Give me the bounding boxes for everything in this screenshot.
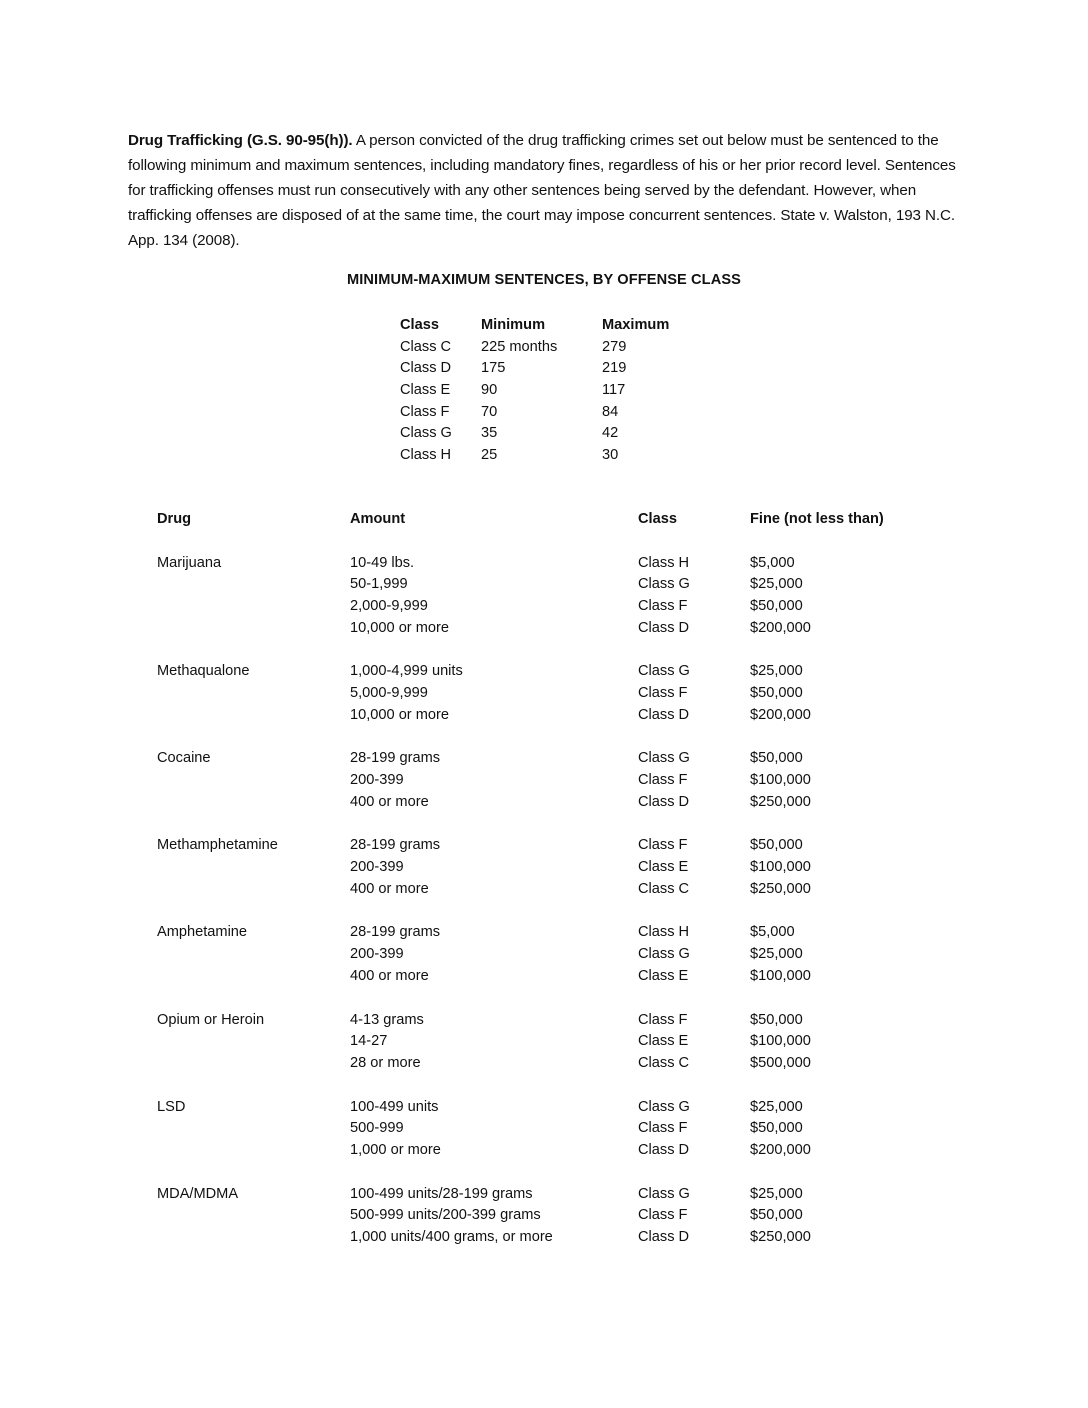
class-cell: Class G bbox=[638, 946, 690, 963]
drug-row bbox=[157, 791, 910, 813]
drug-row bbox=[157, 1183, 910, 1205]
fine-cell: $25,000 bbox=[750, 1098, 803, 1115]
amount-cell: 400 or more bbox=[350, 967, 429, 984]
amount-cell: 2,000-9,999 bbox=[350, 597, 428, 614]
minimum-cell: 175 bbox=[481, 360, 506, 377]
drug-name-cell bbox=[157, 1205, 350, 1227]
spacer-row bbox=[157, 726, 910, 748]
drug-name-cell bbox=[157, 682, 350, 704]
minimum-cell: 25 bbox=[481, 446, 498, 463]
drug-row bbox=[157, 595, 910, 617]
offense-class-row bbox=[400, 357, 702, 379]
class-cell: Class G bbox=[638, 1098, 690, 1115]
class-cell: Class D bbox=[638, 1141, 690, 1158]
drug-name-cell: Cocaine bbox=[157, 750, 211, 767]
amount-cell: 28-199 grams bbox=[350, 837, 441, 854]
drug-row bbox=[157, 748, 910, 770]
amount-cell: 200-399 bbox=[350, 859, 404, 876]
drug-row bbox=[157, 878, 910, 900]
drug-row bbox=[157, 682, 910, 704]
amount-cell: 100-499 units bbox=[350, 1098, 439, 1115]
fine-cell: $25,000 bbox=[750, 1185, 803, 1202]
class-cell: Class H bbox=[638, 554, 690, 571]
spacer-row bbox=[157, 813, 910, 835]
header-amount: Amount bbox=[350, 510, 406, 527]
spacer-row bbox=[157, 987, 910, 1009]
class-cell: Class F bbox=[638, 772, 688, 789]
fine-cell: $50,000 bbox=[750, 1120, 803, 1137]
maximum-cell: 219 bbox=[602, 360, 627, 377]
drug-row bbox=[157, 769, 910, 791]
amount-cell: 10,000 or more bbox=[350, 619, 449, 636]
amount-cell: 28-199 grams bbox=[350, 924, 441, 941]
header-minimum: Minimum bbox=[481, 316, 546, 333]
drug-row bbox=[157, 943, 910, 965]
offense-class-row bbox=[400, 336, 702, 358]
intro-paragraph bbox=[128, 128, 968, 253]
amount-cell: 200-399 bbox=[350, 772, 404, 789]
drug-row bbox=[157, 617, 910, 639]
spacer-row bbox=[157, 530, 910, 552]
minimum-cell: 90 bbox=[481, 381, 498, 398]
drug-row bbox=[157, 552, 910, 574]
drug-name-cell bbox=[157, 573, 350, 595]
minimum-cell: 70 bbox=[481, 403, 498, 420]
class-cell: Class F bbox=[638, 597, 688, 614]
class-cell: Class G bbox=[638, 663, 690, 680]
fine-cell: $200,000 bbox=[750, 706, 811, 723]
drug-name-cell: Marijuana bbox=[157, 554, 222, 571]
fine-cell: $250,000 bbox=[750, 880, 811, 897]
fine-cell: $100,000 bbox=[750, 859, 811, 876]
minimum-cell: 35 bbox=[481, 425, 498, 442]
amount-cell: 10-49 lbs. bbox=[350, 554, 415, 571]
class-cell: Class G bbox=[638, 750, 690, 767]
drug-name-cell bbox=[157, 704, 350, 726]
drug-row bbox=[157, 573, 910, 595]
drug-name-cell bbox=[157, 878, 350, 900]
header-drug: Drug bbox=[157, 510, 192, 527]
class-cell: Class E bbox=[400, 381, 451, 398]
maximum-cell: 42 bbox=[602, 425, 619, 442]
drug-row bbox=[157, 856, 910, 878]
maximum-cell: 84 bbox=[602, 403, 619, 420]
fine-cell: $50,000 bbox=[750, 597, 803, 614]
class-cell: Class G bbox=[638, 576, 690, 593]
class-cell: Class E bbox=[638, 967, 689, 984]
fine-cell: $100,000 bbox=[750, 772, 811, 789]
amount-cell: 200-399 bbox=[350, 946, 404, 963]
fine-cell: $50,000 bbox=[750, 684, 803, 701]
drug-name-cell: Amphetamine bbox=[157, 924, 248, 941]
amount-cell: 28-199 grams bbox=[350, 750, 441, 767]
spacer-row bbox=[157, 1161, 910, 1183]
drug-name-cell: MDA/MDMA bbox=[157, 1185, 239, 1202]
class-cell: Class C bbox=[638, 880, 690, 897]
maximum-cell: 117 bbox=[602, 381, 626, 398]
drug-row bbox=[157, 660, 910, 682]
amount-cell: 28 or more bbox=[350, 1054, 421, 1071]
drug-name-cell bbox=[157, 1139, 350, 1161]
drug-name-cell bbox=[157, 1052, 350, 1074]
intro-lead: Drug Trafficking (G.S. 90-95(h)). bbox=[128, 132, 353, 149]
fine-cell: $100,000 bbox=[750, 967, 811, 984]
drug-name-cell: LSD bbox=[157, 1098, 186, 1115]
drug-row bbox=[157, 704, 910, 726]
maximum-cell: 30 bbox=[602, 446, 619, 463]
drug-name-cell: Opium or Heroin bbox=[157, 1011, 265, 1028]
class-cell: Class F bbox=[400, 403, 450, 420]
spacer-row bbox=[157, 1074, 910, 1096]
drug-name-cell bbox=[157, 769, 350, 791]
drug-name-cell: Methamphetamine bbox=[157, 837, 278, 854]
drug-trafficking-table bbox=[157, 508, 910, 1248]
drug-header-row bbox=[157, 508, 910, 530]
drug-row bbox=[157, 922, 910, 944]
class-cell: Class G bbox=[400, 425, 452, 442]
class-cell: Class D bbox=[638, 793, 690, 810]
class-cell: Class D bbox=[638, 1229, 690, 1246]
drug-name-cell bbox=[157, 965, 350, 987]
intro-body: A person convicted of the drug trafficking crimes set out below must be sentenced to the following minimum and maximum sentences, including mandatory fines, regardless of his or her prior record level. Sentences for trafficking offenses must run consecutively with any other sentences being served by the defendant. However, when trafficking offenses are disposed of at the same time, the court may impose concurrent sentences. State v. Walston, 193 N.C. App. 134 (2008). bbox=[128, 132, 956, 249]
class-cell: Class F bbox=[638, 1207, 688, 1224]
fine-cell: $25,000 bbox=[750, 946, 803, 963]
header-fine: Fine (not less than) bbox=[750, 510, 884, 527]
amount-cell: 1,000-4,999 units bbox=[350, 663, 463, 680]
header-maximum: Maximum bbox=[602, 316, 670, 333]
fine-cell: $200,000 bbox=[750, 1141, 811, 1158]
fine-cell: $50,000 bbox=[750, 750, 803, 767]
class-cell: Class D bbox=[638, 619, 690, 636]
class-cell: Class G bbox=[638, 1185, 690, 1202]
drug-row bbox=[157, 1205, 910, 1227]
class-cell: Class D bbox=[400, 360, 452, 377]
fine-cell: $5,000 bbox=[750, 924, 795, 941]
drug-name-cell bbox=[157, 617, 350, 639]
maximum-cell: 279 bbox=[602, 338, 627, 355]
fine-cell: $5,000 bbox=[750, 554, 795, 571]
drug-row bbox=[157, 1009, 910, 1031]
class-cell: Class F bbox=[638, 1011, 688, 1028]
fine-cell: $50,000 bbox=[750, 1011, 803, 1028]
fine-cell: $100,000 bbox=[750, 1033, 811, 1050]
drug-row bbox=[157, 1052, 910, 1074]
sentences-title: MINIMUM-MAXIMUM SENTENCES, BY OFFENSE CLASS bbox=[346, 272, 742, 288]
drug-name-cell bbox=[157, 1226, 350, 1248]
amount-cell: 14-27 bbox=[350, 1033, 388, 1050]
drug-row bbox=[157, 1139, 910, 1161]
amount-cell: 500-999 bbox=[350, 1120, 404, 1137]
drug-row bbox=[157, 1117, 910, 1139]
drug-name-cell bbox=[157, 1030, 350, 1052]
amount-cell: 50-1,999 bbox=[350, 576, 408, 593]
drug-name-cell bbox=[157, 856, 350, 878]
drug-name-cell bbox=[157, 1117, 350, 1139]
amount-cell: 400 or more bbox=[350, 880, 429, 897]
drug-row bbox=[157, 835, 910, 857]
drug-name-cell bbox=[157, 595, 350, 617]
amount-cell: 1,000 units/400 grams, or more bbox=[350, 1229, 553, 1246]
fine-cell: $500,000 bbox=[750, 1054, 811, 1071]
offense-class-row bbox=[400, 379, 702, 401]
drug-name-cell: Methaqualone bbox=[157, 663, 250, 680]
fine-cell: $25,000 bbox=[750, 576, 803, 593]
class-cell: Class H bbox=[400, 446, 452, 463]
fine-cell: $250,000 bbox=[750, 1229, 811, 1246]
drug-row bbox=[157, 1096, 910, 1118]
offense-class-body bbox=[400, 336, 702, 466]
offense-class-row bbox=[400, 422, 702, 444]
fine-cell: $50,000 bbox=[750, 837, 803, 854]
class-cell: Class E bbox=[638, 859, 689, 876]
amount-cell: 500-999 units/200-399 grams bbox=[350, 1207, 541, 1224]
amount-cell: 5,000-9,999 bbox=[350, 684, 428, 701]
drug-table-body bbox=[157, 530, 910, 1248]
class-cell: Class H bbox=[638, 924, 690, 941]
header-class: Class bbox=[638, 510, 677, 527]
drug-row bbox=[157, 1030, 910, 1052]
class-cell: Class F bbox=[638, 1120, 688, 1137]
class-cell: Class D bbox=[638, 706, 690, 723]
amount-cell: 400 or more bbox=[350, 793, 429, 810]
fine-cell: $250,000 bbox=[750, 793, 811, 810]
fine-cell: $200,000 bbox=[750, 619, 811, 636]
drug-name-cell bbox=[157, 791, 350, 813]
drug-row bbox=[157, 1226, 910, 1248]
class-cell: Class E bbox=[638, 1033, 689, 1050]
amount-cell: 10,000 or more bbox=[350, 706, 449, 723]
class-cell: Class C bbox=[638, 1054, 690, 1071]
class-cell: Class C bbox=[400, 338, 452, 355]
drug-row bbox=[157, 965, 910, 987]
drug-name-cell bbox=[157, 943, 350, 965]
fine-cell: $50,000 bbox=[750, 1207, 803, 1224]
class-cell: Class F bbox=[638, 837, 688, 854]
class-cell: Class F bbox=[638, 684, 688, 701]
fine-cell: $25,000 bbox=[750, 663, 803, 680]
spacer-row bbox=[157, 638, 910, 660]
amount-cell: 100-499 units/28-199 grams bbox=[350, 1185, 533, 1202]
spacer-row bbox=[157, 900, 910, 922]
offense-class-table bbox=[400, 314, 702, 466]
minimum-cell: 225 months bbox=[481, 338, 558, 355]
offense-class-row bbox=[400, 444, 702, 466]
amount-cell: 4-13 grams bbox=[350, 1011, 424, 1028]
offense-class-row bbox=[400, 401, 702, 423]
offense-class-header-row bbox=[400, 314, 702, 336]
amount-cell: 1,000 or more bbox=[350, 1141, 441, 1158]
header-class: Class bbox=[400, 316, 439, 333]
